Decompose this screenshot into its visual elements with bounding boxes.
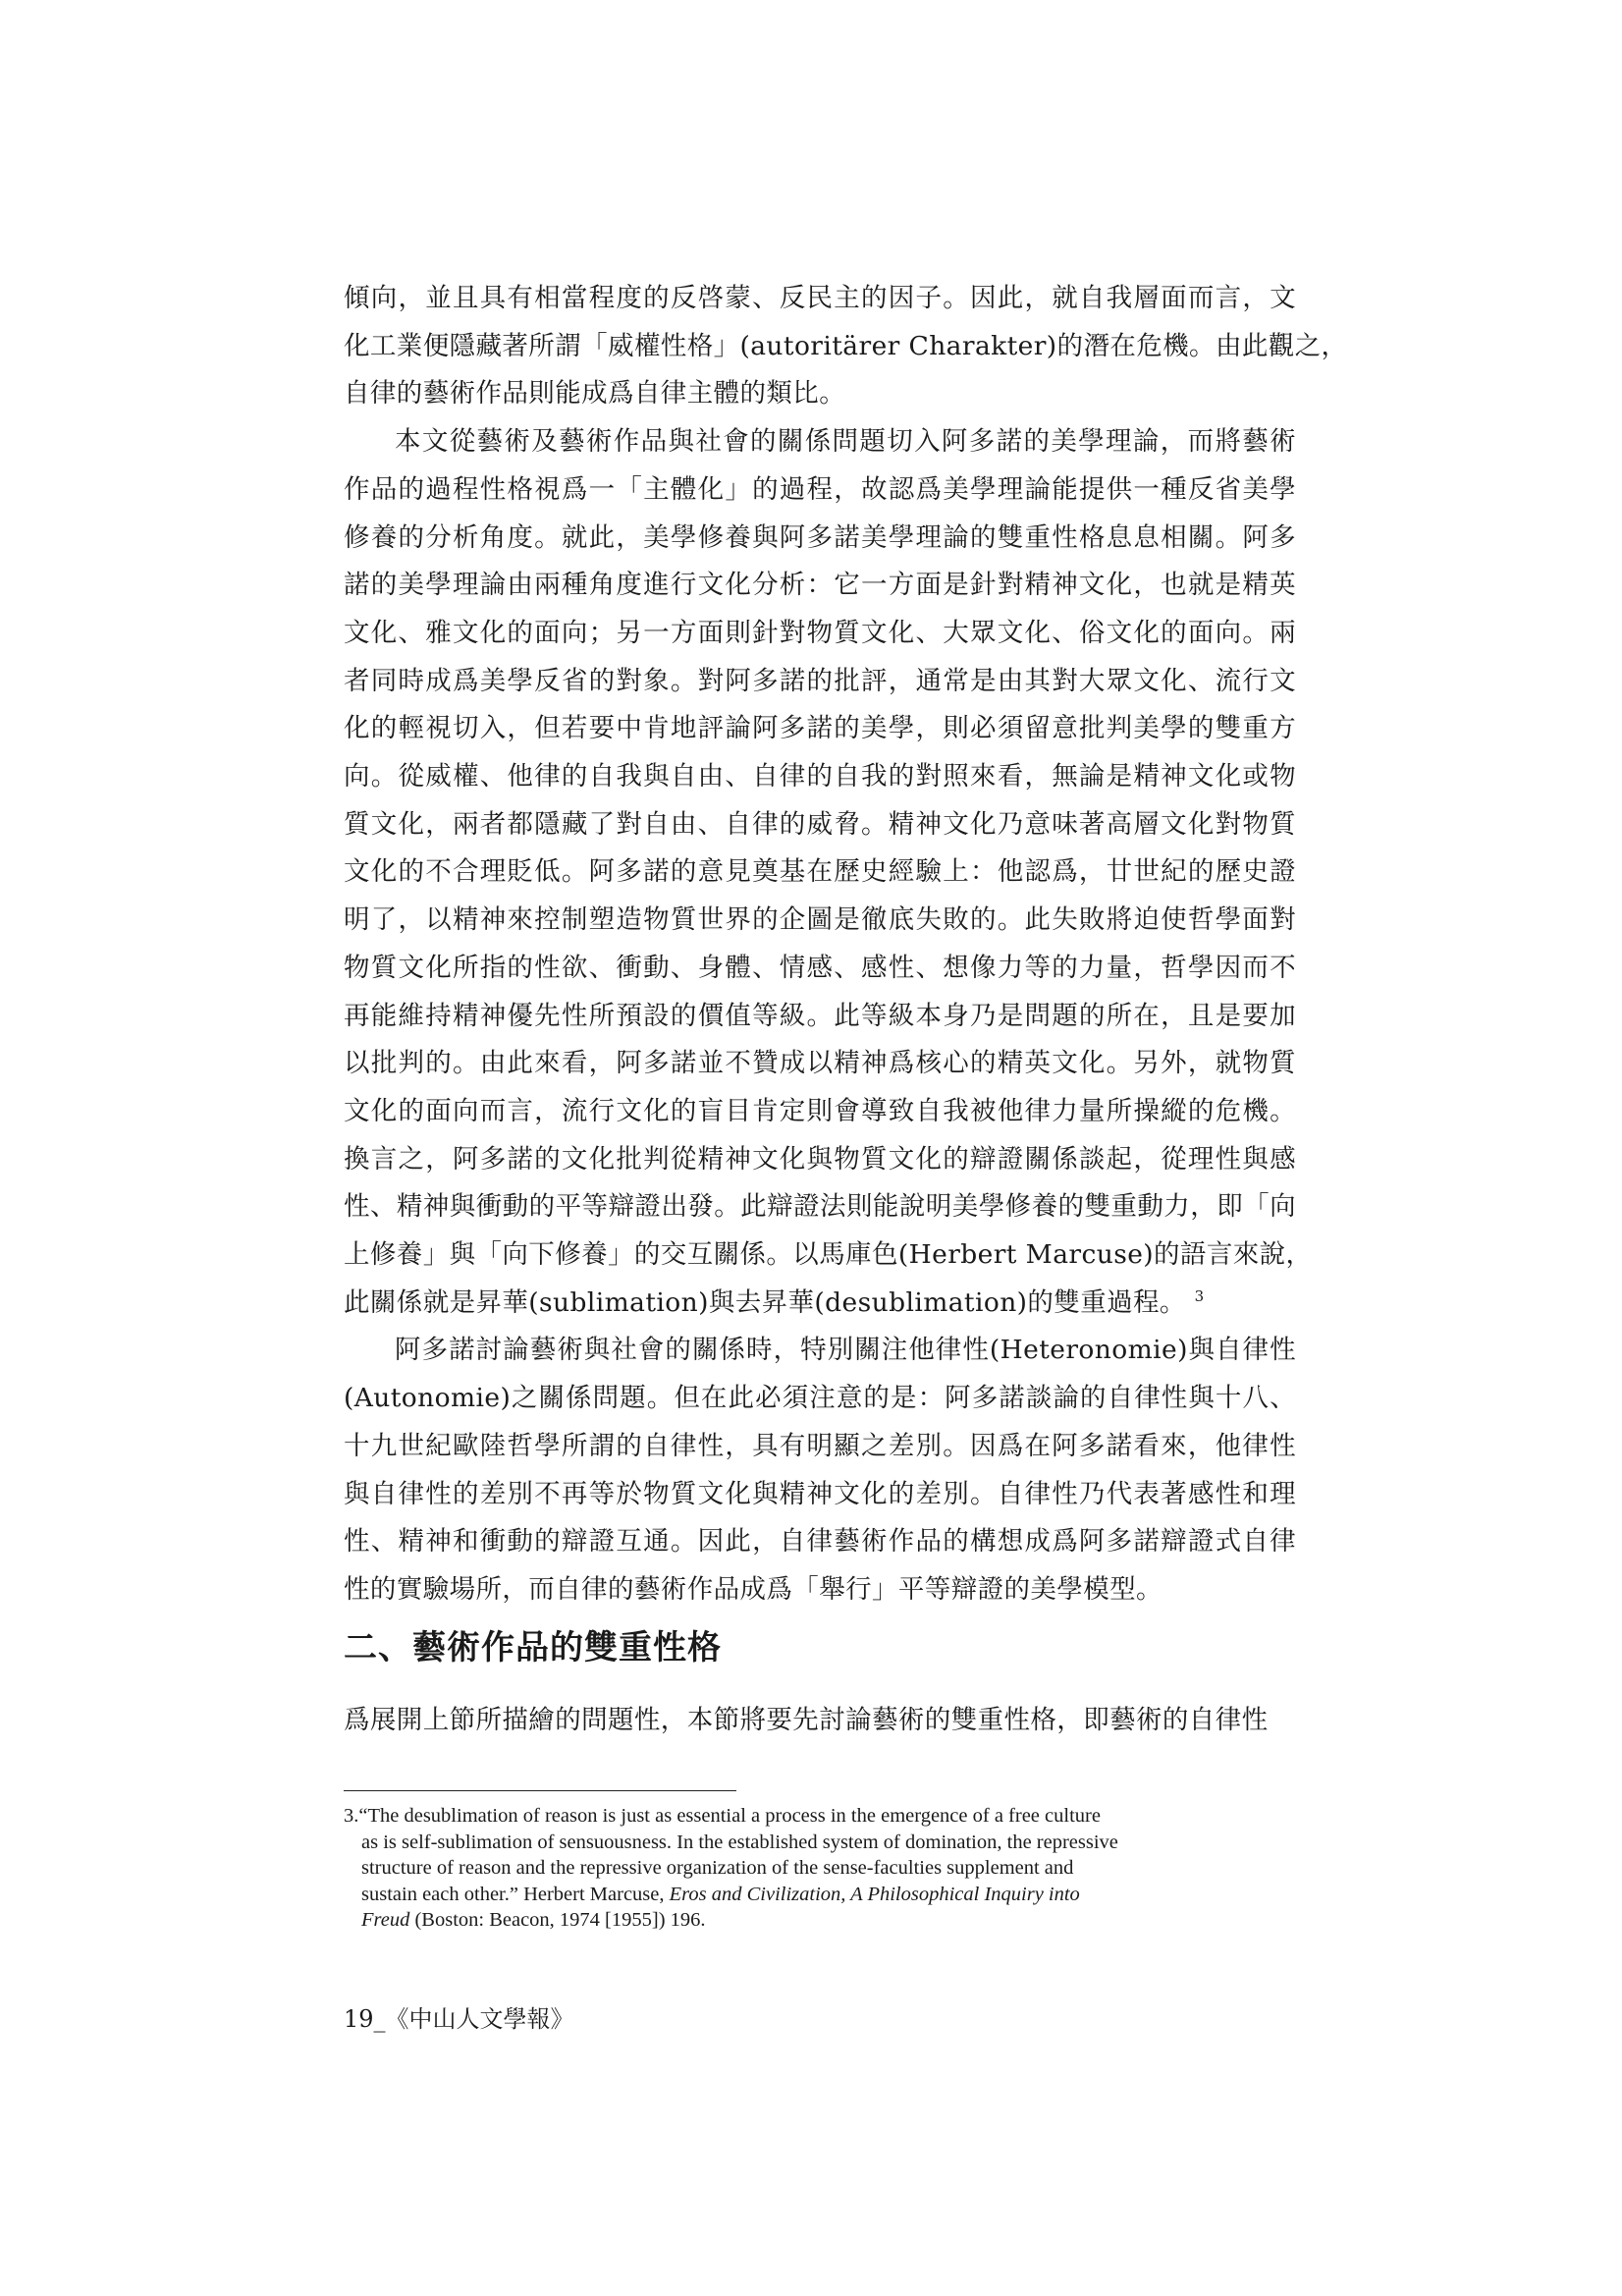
text-line: (Autonomie)之關係問題。但在此必須注意的是：阿多諾談論的自律性與十八、 bbox=[344, 1383, 1296, 1414]
text-line: 質文化，兩者都隱藏了對自由、自律的威脅。精神文化乃意味著高層文化對物質 bbox=[344, 808, 1296, 840]
text-line: 性、精神與衝動的平等辯證出發。此辯證法則能說明美學修養的雙重動力，即「向 bbox=[344, 1191, 1296, 1223]
body-paragraph bbox=[344, 1327, 1296, 1613]
footnote-line: 3.“The desublimation of reason is just as essential a process in the emergence of a free culture bbox=[344, 1805, 1101, 1827]
footnote-line: sustain each other.” Herbert Marcuse, Eros and Civilization, A Philosophical Inquiry into bbox=[361, 1883, 1080, 1905]
text-line: 明了，以精神來控制塑造物質世界的企圖是徹底失敗的。此失敗將迫使哲學面對 bbox=[344, 904, 1296, 936]
footnote-number: 3. bbox=[344, 1805, 359, 1827]
footnote-divider bbox=[344, 1790, 736, 1791]
text-line: 諾的美學理論由兩種角度進行文化分析：它一方面是針對精神文化，也就是精英 bbox=[344, 570, 1296, 601]
text-line: 阿多諾討論藝術與社會的關係時，特別關注他律性(Heteronomie)與自律性 bbox=[395, 1335, 1296, 1366]
journal-name: 《中山人文學報》 bbox=[385, 2005, 574, 2033]
footnote-reference[interactable]: 3 bbox=[1194, 1286, 1205, 1305]
page-number: 19 bbox=[344, 2005, 374, 2033]
text-line: 傾向，並且具有相當程度的反啓蒙、反民主的因子。因此，就自我層面而言，文 bbox=[344, 283, 1296, 313]
text-line: 文化、雅文化的面向；另一方面則針對物質文化、大眾文化、俗文化的面向。兩 bbox=[344, 617, 1296, 648]
body-paragraph bbox=[344, 275, 1348, 418]
text-line: 化的輕視切入，但若要中肯地評論阿多諾的美學，則必須留意批判美學的雙重方 bbox=[344, 713, 1296, 744]
text-line: 文化的面向而言，流行文化的盲目肯定則會導致自我被他律力量所操縱的危機。 bbox=[344, 1095, 1296, 1126]
text-line: 物質文化所指的性欲、衝動、身體、情感、感性、想像力等的力量，哲學因而不 bbox=[344, 952, 1296, 983]
footnote-3 bbox=[344, 1803, 1296, 1934]
text-line: 上修養」與「向下修養」的交互關係。以馬庫色(Herbert Marcuse)的語言來說， bbox=[344, 1239, 1313, 1271]
text-line: 再能維持精神優先性所預設的價值等級。此等級本身乃是問題的所在，且是要加 bbox=[344, 1000, 1296, 1031]
text-line: 換言之，阿多諾的文化批判從精神文化與物質文化的辯證關係談起，從理性與感 bbox=[344, 1143, 1296, 1175]
section-first-paragraph bbox=[344, 1697, 1296, 1745]
footnote-book-title: Eros and Civilization, A Philosophical Inquiry into bbox=[669, 1883, 1080, 1905]
footer-separator: _ bbox=[373, 2005, 386, 2033]
text-line: 性的實驗場所，而自律的藝術作品成爲「舉行」平等辯證的美學模型。 bbox=[344, 1573, 1162, 1605]
footnote-line: as is self-sublimation of sensuousness. In the established system of domination, the repressive bbox=[361, 1831, 1118, 1853]
section-first-line: 爲展開上節所描繪的問題性，本節將要先討論藝術的雙重性格，即藝術的自律性 bbox=[344, 1705, 1269, 1735]
main-text bbox=[344, 275, 1348, 1614]
text-line: 以批判的。由此來看，阿多諾並不贊成以精神爲核心的精英文化。另外，就物質 bbox=[344, 1048, 1296, 1079]
footnote-line: Freud (Boston: Beacon, 1974 [1955]) 196. bbox=[361, 1909, 706, 1931]
text-line: 本文從藝術及藝術作品與社會的關係問題切入阿多諾的美學理論，而將藝術 bbox=[395, 426, 1296, 458]
text-line: 自律的藝術作品則能成爲自律主體的類比。 bbox=[344, 378, 846, 410]
text-line: 此關係就是昇華(sublimation)與去昇華(desublimation)的雙重過程。 $^3$ bbox=[344, 1286, 1205, 1318]
text-line: 者同時成爲美學反省的對象。對阿多諾的批評，通常是由其對大眾文化、流行文 bbox=[344, 665, 1296, 696]
text-line: 作品的過程性格視爲一「主體化」的過程，故認爲美學理論能提供一種反省美學 bbox=[344, 473, 1296, 505]
text-line: 化工業便隱藏著所謂「威權性格」(autoritärer Charakter)的潛在危機。由此觀之， bbox=[344, 330, 1348, 361]
text-line: 文化的不合理貶低。阿多諾的意見奠基在歷史經驗上：他認爲，廿世紀的歷史證 bbox=[344, 856, 1296, 888]
footnote-line: structure of reason and the repressive organization of the sense-faculties supplement and bbox=[361, 1857, 1074, 1879]
text-line: 向。從威權、他律的自我與自由、自律的自我的對照來看，無論是精神文化或物 bbox=[344, 761, 1296, 793]
text-line: 與自律性的差別不再等於物質文化與精神文化的差別。自律性乃代表著感性和理 bbox=[344, 1478, 1296, 1509]
body-paragraph bbox=[344, 418, 1313, 1327]
text-line: 修養的分析角度。就此，美學修養與阿多諾美學理論的雙重性格息息相關。阿多 bbox=[344, 521, 1296, 553]
section-heading: 二、藝術作品的雙重性格 bbox=[344, 1628, 722, 1667]
page-footer bbox=[344, 1999, 574, 2034]
footnote-book-title-cont: Freud bbox=[361, 1909, 410, 1931]
text-line: 十九世紀歐陸哲學所謂的自律性，具有明顯之差別。因爲在阿多諾看來，他律性 bbox=[344, 1430, 1296, 1461]
text-line: 性、精神和衝動的辯證互通。因此，自律藝術作品的構想成爲阿多諾辯證式自律 bbox=[344, 1526, 1296, 1558]
